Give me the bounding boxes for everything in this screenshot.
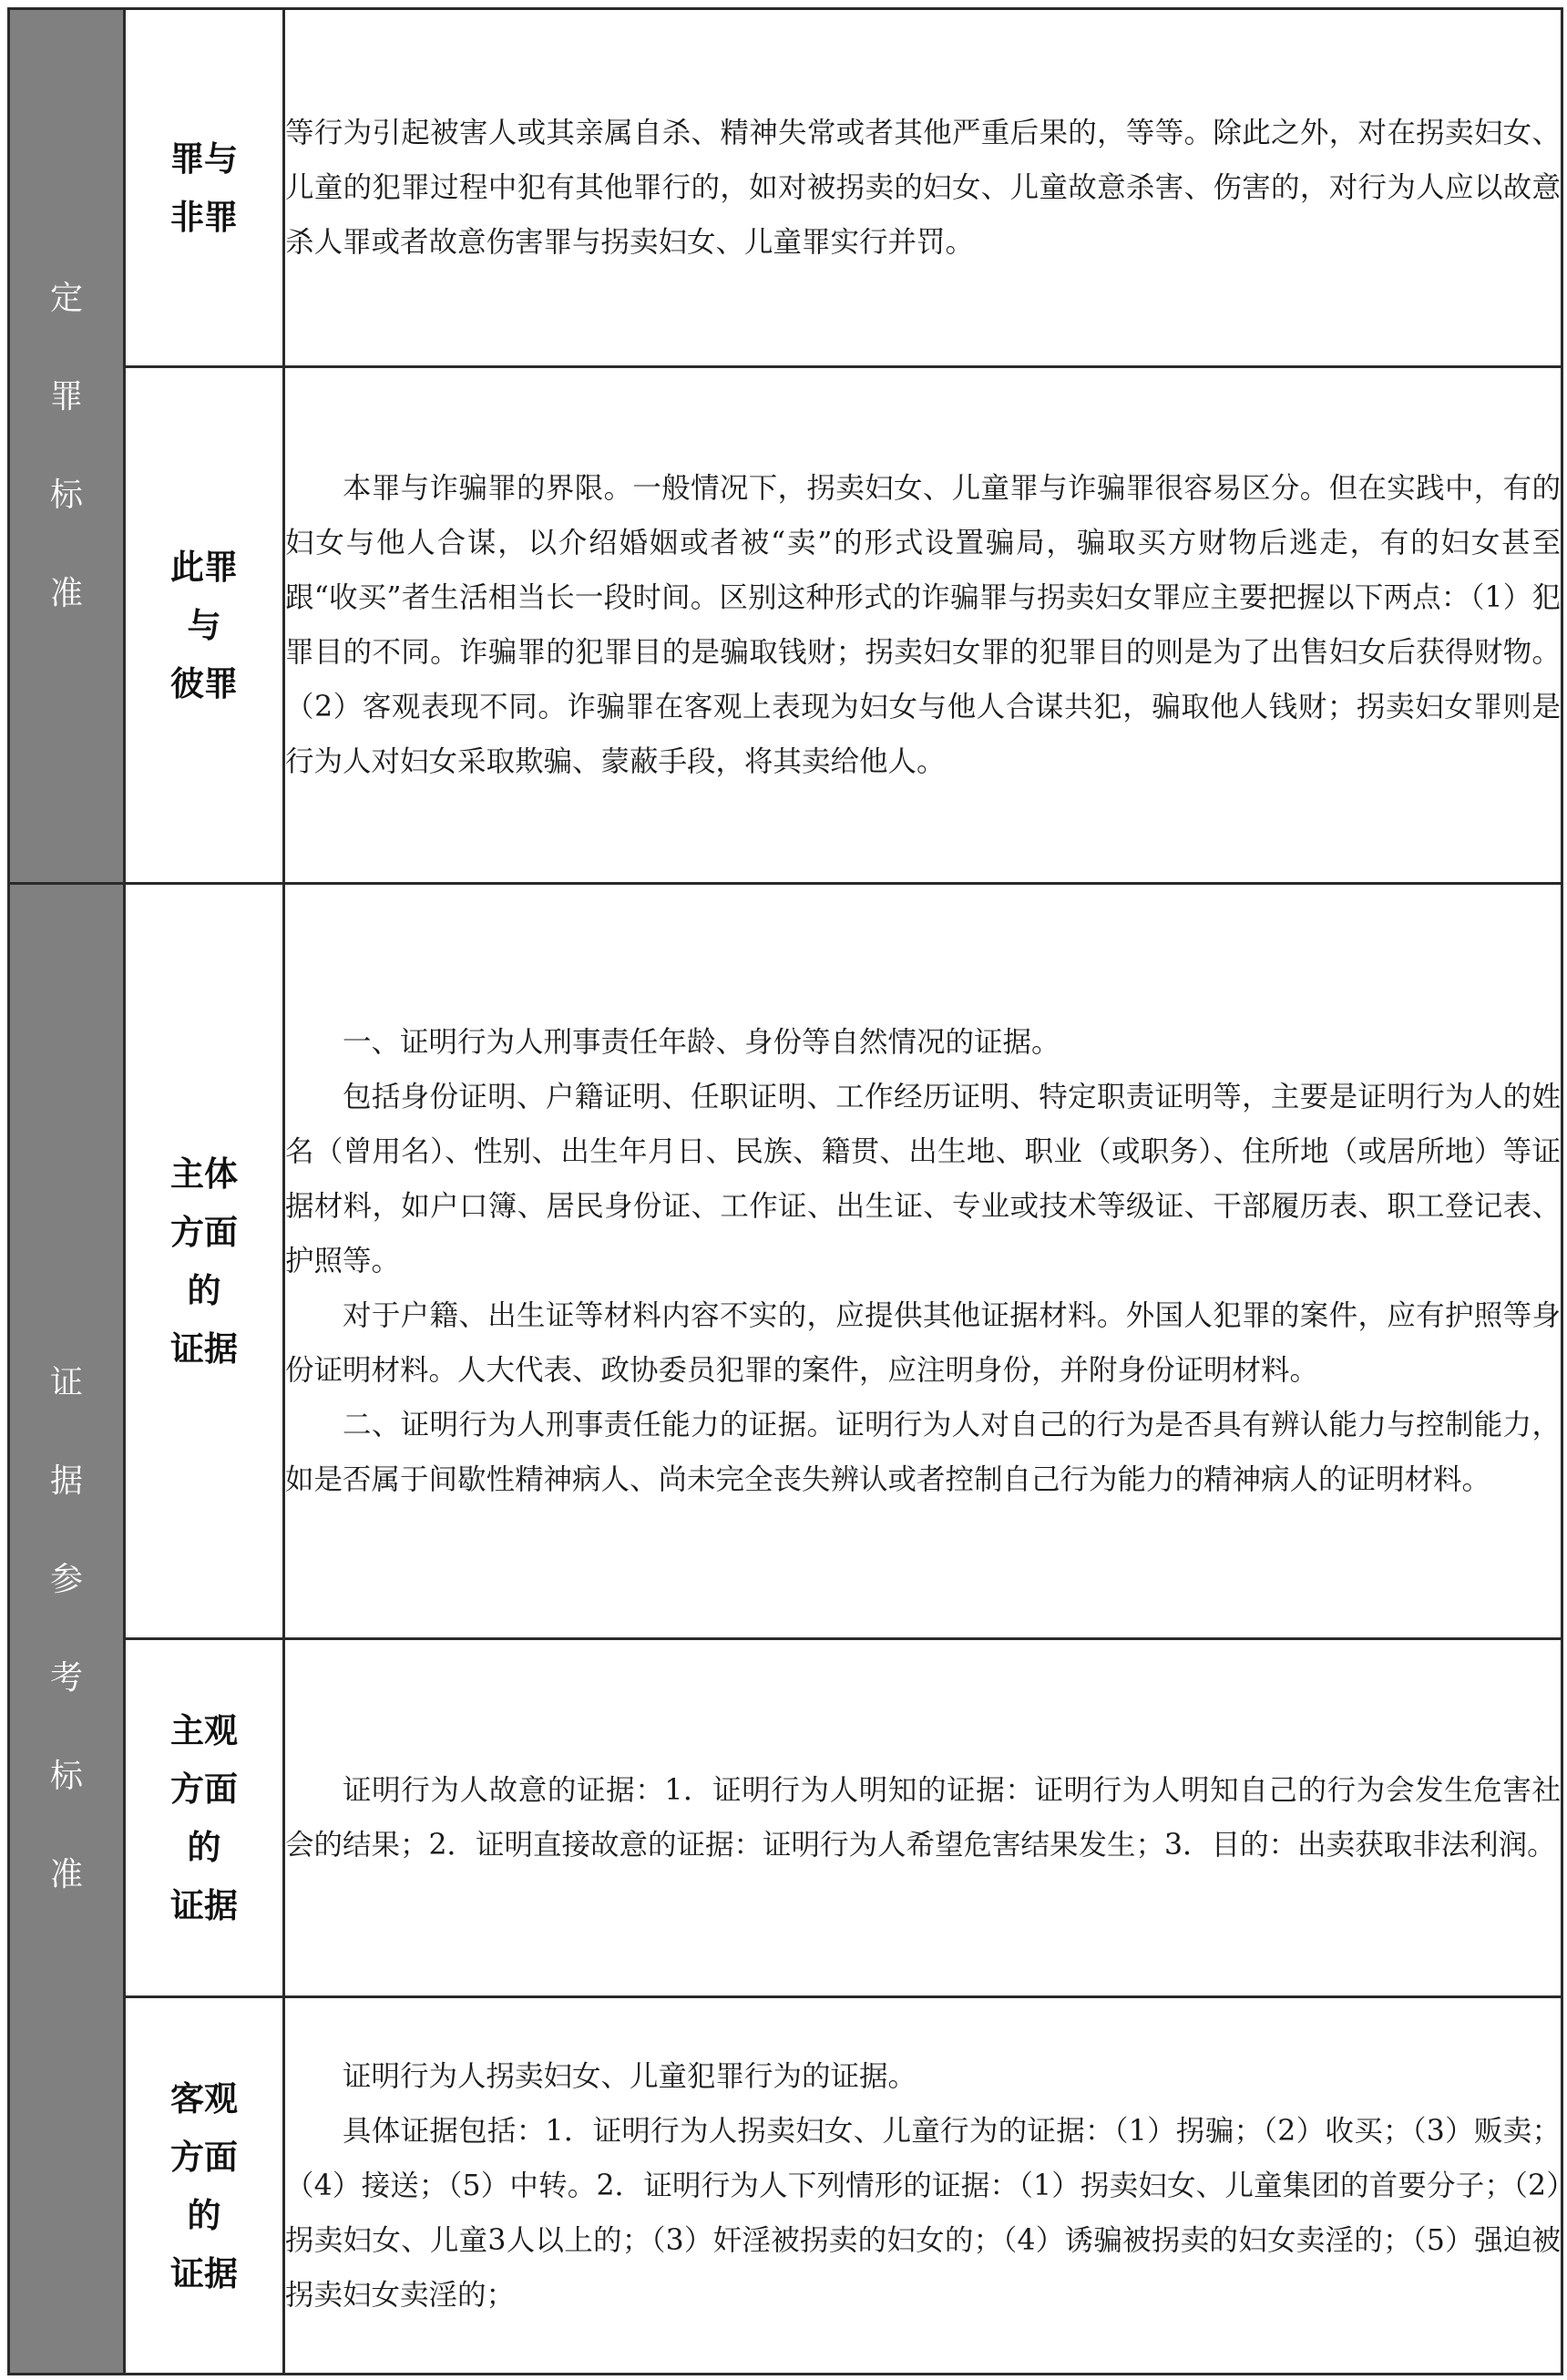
row-label-crime-or-not: 罪与 非罪 (125, 9, 284, 367)
row-content-subjective-evidence (284, 1639, 1562, 1997)
category-cell-evidence-reference-standard: 证 据 参 考 标 准 (9, 884, 125, 2375)
table-row (9, 9, 1562, 367)
row-label-objective-evidence: 客观 方面 的 证据 (125, 1997, 284, 2375)
row-label-subject-evidence: 主体 方面 的 证据 (125, 884, 284, 1639)
table-row (9, 1639, 1562, 1997)
row-content-objective-evidence (284, 1997, 1562, 2375)
paragraph: 对于户籍、出生证等材料内容不实的，应提供其他证据材料。外国人犯罪的案件，应有护照等身份证明材料。人大代表、政协委员犯罪的案件，应注明身份，并附身份证明材料。 (285, 1299, 1561, 1387)
document-table (7, 7, 1563, 2375)
paragraph: 本罪与诈骗罪的界限。一般情况下，拐卖妇女、儿童罪与诈骗罪很容易区分。但在实践中，有的妇女与他人合谋，以介绍婚姻或者被“卖”的形式设置骗局，骗取买方财物后逃走，有的妇女甚至跟“收买”者生活相当长一段时间。区别这种形式的诈骗罪与拐卖妇女罪应主要把握以下两点：（1）犯罪目的不同。诈骗罪的犯罪目的是骗取钱财；拐卖妇女罪的犯罪目的则是为了出售妇女后获得财物。（2）客观表现不同。诈骗罪在客观上表现为妇女与他人合谋共犯，骗取他人钱财；拐卖妇女罪则是行为人对妇女采取欺骗、蒙蔽手段，将其卖给他人。 (285, 472, 1561, 778)
row-label-subjective-evidence: 主观 方面 的 证据 (125, 1639, 284, 1997)
table-row (9, 884, 1562, 1639)
row-content-crime-or-not (284, 9, 1562, 367)
row-label-this-crime-vs-that-crime: 此罪 与 彼罪 (125, 367, 284, 884)
category-cell-conviction-standard: 定 罪 标 准 (9, 9, 125, 884)
paragraph: 包括身份证明、户籍证明、任职证明、工作经历证明、特定职责证明等，主要是证明行为人的姓名（曾用名）、性别、出生年月日、民族、籍贯、出生地、职业（或职务）、住所地（或居所地）等证据材料，如户口簿、居民身份证、工作证、出生证、专业或技术等级证、干部履历表、职工登记表、护照等。 (285, 1081, 1561, 1277)
paragraph: 一、证明行为人刑事责任年龄、身份等自然情况的证据。 (343, 1026, 1060, 1059)
table-row (9, 367, 1562, 884)
row-content-subject-evidence (284, 884, 1562, 1639)
paragraph: 具体证据包括：1．证明行为人拐卖妇女、儿童行为的证据：（1）拐骗；（2）收买；（3）贩卖；（4）接送；（5）中转。2．证明行为人下列情形的证据：（1）拐卖妇女、儿童集团的首要分子；（2）拐卖妇女、儿童3人以上的；（3）奸淫被拐卖的妇女的；（4）诱骗被拐卖的妇女卖淫的；（5）强迫被拐卖妇女卖淫的； (285, 2114, 1561, 2312)
paragraph: 等行为引起被害人或其亲属自杀、精神失常或者其他严重后果的，等等。除此之外，对在拐卖妇女、儿童的犯罪过程中犯有其他罪行的，如对被拐卖的妇女、儿童故意杀害、伤害的，对行为人应以故意杀人罪或者故意伤害罪与拐卖妇女、儿童罪实行并罚。 (285, 117, 1561, 259)
row-content-this-crime-vs-that-crime (284, 367, 1562, 884)
paragraph: 证明行为人拐卖妇女、儿童犯罪行为的证据。 (343, 2059, 917, 2093)
paragraph: 二、证明行为人刑事责任能力的证据。证明行为人对自己的行为是否具有辨认能力与控制能力，如是否属于间歇性精神病人、尚未完全丧失辨认或者控制自己行为能力的精神病人的证明材料。 (285, 1409, 1561, 1496)
table-row (9, 1997, 1562, 2375)
paragraph: 证明行为人故意的证据：1．证明行为人明知的证据：证明行为人明知自己的行为会发生危害社会的结果；2．证明直接故意的证据：证明行为人希望危害结果发生；3．目的：出卖获取非法利润。 (285, 1774, 1561, 1862)
